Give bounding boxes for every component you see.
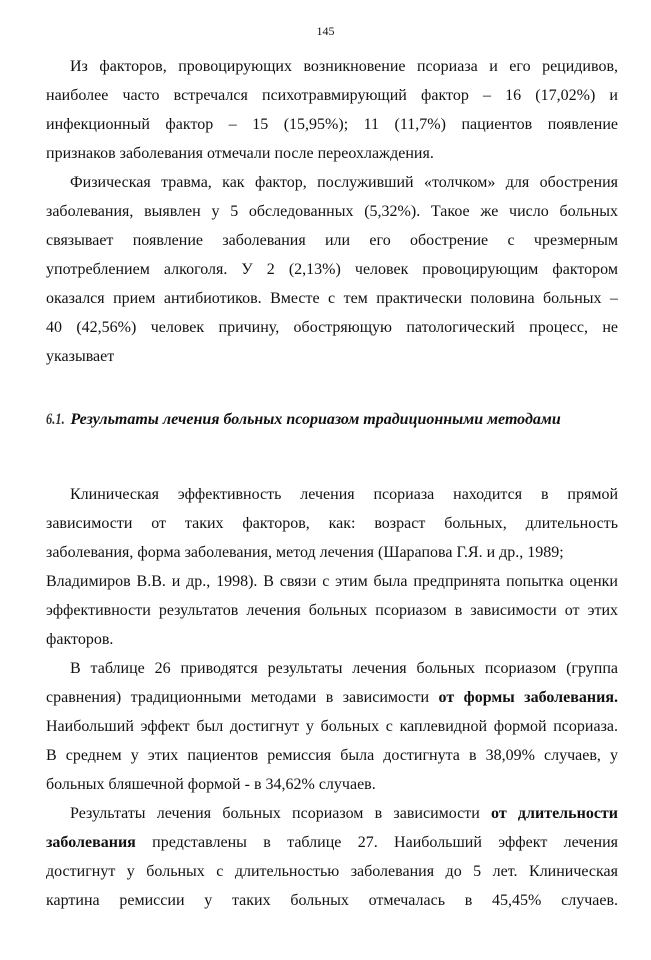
text-line: заболевания, форма заболевания, метод лечения (Шарапова Г.Я. и др., 1989; bbox=[46, 544, 564, 561]
text-line: больных бляшечной формой - в 34,62% случаев. bbox=[46, 776, 376, 793]
bold-text: заболевания bbox=[46, 834, 136, 851]
text-segment: сравнения) традиционными методами в зависимости bbox=[46, 689, 439, 706]
text-line: заболевания, выявлен у 5 обследованных (5,32%). Такое же число больных bbox=[46, 203, 618, 220]
text-line bbox=[46, 828, 618, 857]
text-line: инфекционный фактор – 15 (15,95%); 11 (11,7%) пациентов появление bbox=[46, 116, 618, 133]
text-line: Физическая травма, как фактор, послуживший «толчком» для обострения bbox=[70, 174, 618, 191]
text-line: достигнут у больных с длительностью заболевания до 5 лет. Клиническая bbox=[46, 863, 618, 880]
text-line: употреблением алкоголя. У 2 (2,13%) человек провоцирующим фактором bbox=[46, 261, 618, 278]
text-line: Из факторов, провоцирующих возникновение псориаза и его рецидивов, bbox=[70, 58, 618, 75]
text-segment: представлены в таблице 27. Наибольший эффект лечения bbox=[135, 834, 618, 851]
text-line: факторов. bbox=[46, 631, 114, 648]
text-line bbox=[46, 799, 618, 828]
paragraph-physical-trauma bbox=[46, 168, 618, 371]
text-line bbox=[46, 683, 618, 712]
text-line: картина ремиссии у таких больных отмечалась в 45,45% случаев. bbox=[46, 892, 618, 909]
bold-text: от длительности bbox=[491, 805, 618, 822]
text-line: эффективности результатов лечения больных псориазом в зависимости от этих bbox=[46, 602, 618, 619]
text-line: 40 (42,56%) человек причину, обостряющую патологический процесс, не bbox=[46, 319, 618, 336]
text-line: наиболее часто встречался психотравмирующий фактор – 16 (17,02%) и bbox=[46, 87, 618, 104]
text-line: В таблице 26 приводятся результаты лечения больных псориазом (группа bbox=[70, 660, 618, 677]
text-line: признаков заболевания отмечали после переохлаждения. bbox=[46, 145, 434, 162]
page-number: 145 bbox=[316, 24, 335, 38]
section-title: Результаты лечения больных псориазом традиционными методами bbox=[70, 411, 561, 428]
paragraph-table-26 bbox=[46, 654, 618, 799]
text-line: В среднем у этих пациентов ремиссия была достигнута в 38,09% случаев, у bbox=[46, 747, 618, 764]
paragraph-table-27 bbox=[46, 799, 618, 915]
text-line: зависимости от таких факторов, как: возраст больных, длительность bbox=[46, 515, 618, 532]
text-line: Владимиров В.В. и др., 1998). В связи с этим была предпринята попытка оценки bbox=[46, 573, 618, 590]
text-line: оказался прием антибиотиков. Вместе с тем практически половина больных – bbox=[46, 290, 618, 307]
text-line: связывает появление заболевания или его обострение с чрезмерным bbox=[46, 232, 618, 249]
section-heading bbox=[46, 409, 618, 431]
paragraph-clinical-efficacy bbox=[46, 480, 618, 654]
text-segment: Результаты лечения больных псориазом в зависимости bbox=[70, 805, 492, 822]
text-line: Наибольший эффект был достигнут у больных с каплевидной формой псориаза. bbox=[46, 718, 618, 735]
bold-text: от формы заболевания. bbox=[438, 689, 618, 706]
section-number: 6.1. bbox=[46, 411, 65, 428]
text-line: указывает bbox=[46, 348, 115, 365]
text-line: Клиническая эффективность лечения псориаза находится в прямой bbox=[70, 486, 618, 503]
paragraph-provoking-factors bbox=[46, 52, 618, 168]
